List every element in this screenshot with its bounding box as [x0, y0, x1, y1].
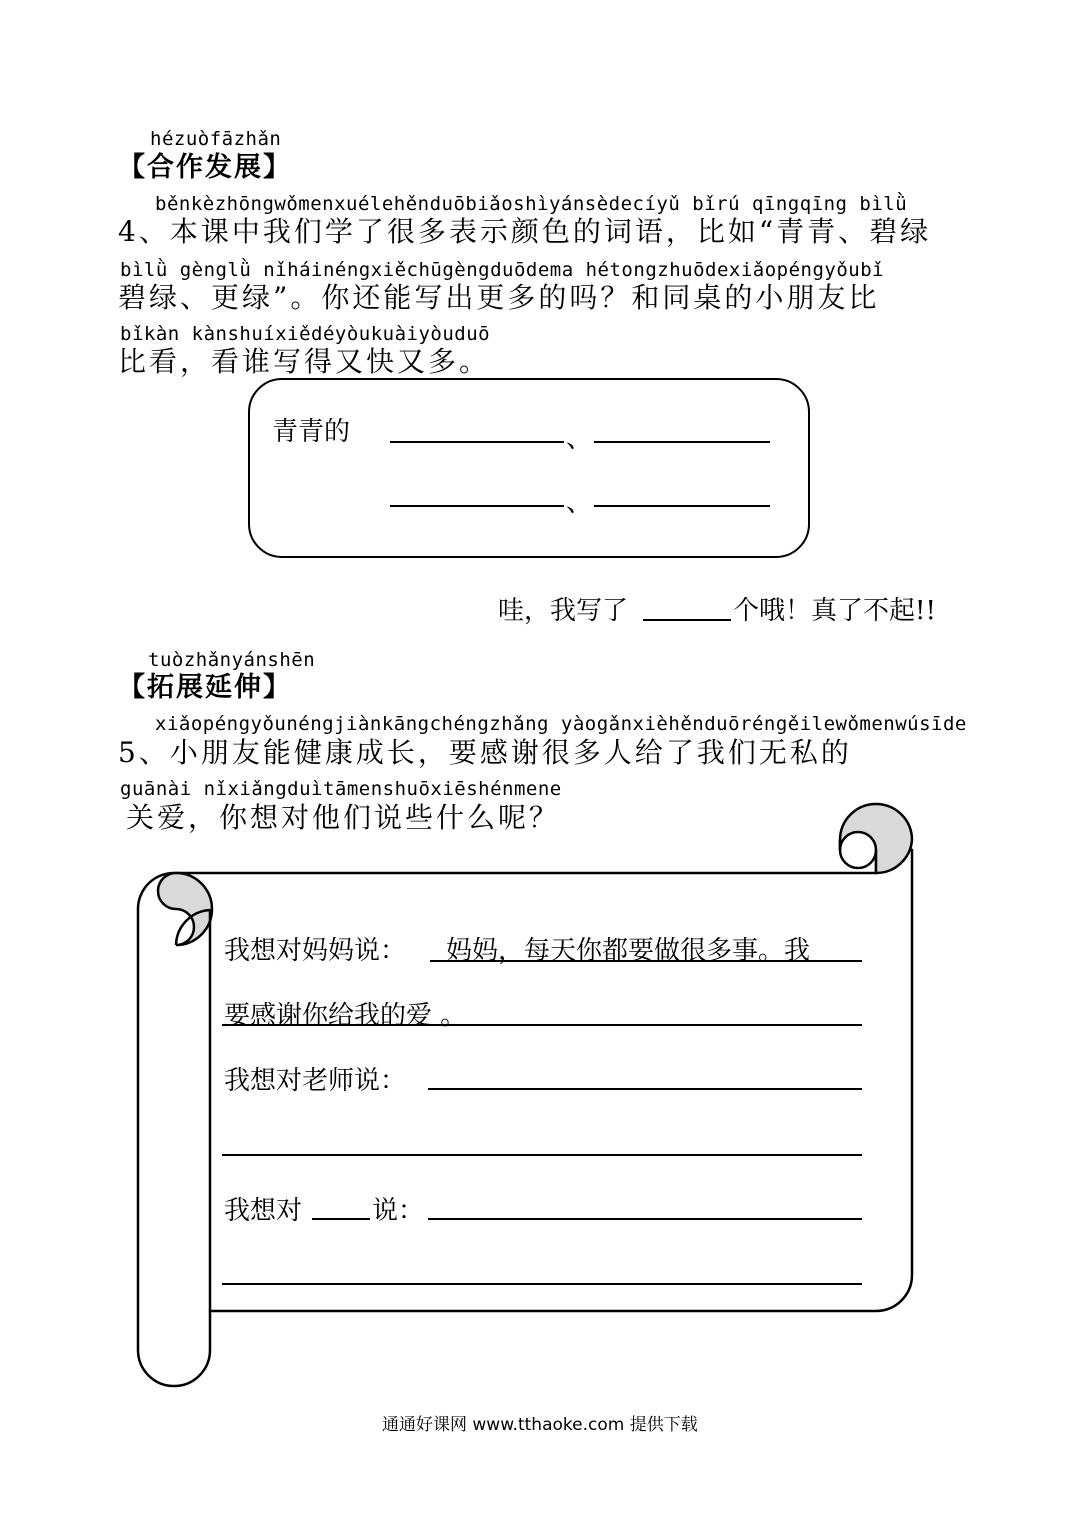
teacher-blank-2[interactable]: [222, 1154, 862, 1156]
count-prefix: 哇，我写了: [498, 596, 629, 626]
q4-text-line2: 碧绿、更绿”。你还能写出更多的吗？和同桌的小朋友比: [118, 281, 880, 314]
mom-label: 我想对妈妈说：: [224, 936, 407, 966]
teacher-label: 我想对老师说：: [224, 1066, 407, 1096]
section1-heading: 【合作发展】: [118, 152, 292, 183]
other-name-blank[interactable]: [312, 1218, 370, 1220]
other-blank-1[interactable]: [428, 1218, 862, 1220]
other-label-prefix: 我想对: [224, 1196, 303, 1226]
q4-pinyin-line2: bìlǜ gènglǜ nǐháinéngxiěchūgèngduōdema hétongzhuōdexiǎopéngyǒubǐ: [120, 259, 885, 281]
scroll-curl-left: [158, 873, 212, 945]
q4-pinyin-line1: běnkèzhōngwǒmenxuélehěnduōbiǎoshìyánsèdecíyǔ bǐrú qīngqīng bìlǜ: [155, 193, 908, 215]
q4-text-line1: 4、本课中我们学了很多表示颜色的词语，比如“青青、碧绿: [118, 215, 932, 248]
scroll-curl-top-right: [840, 804, 912, 873]
other-label-suffix: 说：: [372, 1196, 425, 1226]
q4-text-line3: 比看，看谁写得又快又多。: [118, 345, 491, 378]
section1-pinyin: hézuòfāzhǎn: [150, 128, 282, 150]
q5-text-line1: 5、小朋友能健康成长，要感谢很多人给了我们无私的: [118, 736, 852, 769]
answer-separator-2: 、: [566, 488, 593, 518]
answer-box-label: 青青的: [272, 417, 351, 447]
mom-blank-1[interactable]: [430, 960, 862, 962]
mom-answer-1: 妈妈，每天你都要做很多事。我: [446, 936, 811, 966]
q4-pinyin-line3: bǐkàn kànshuíxiědéyòukuàiyòuduō: [120, 323, 491, 345]
q5-pinyin-line2: guānài nǐxiǎngduìtāmenshuōxiēshénmene: [120, 778, 562, 800]
section2-heading: 【拓展延伸】: [118, 672, 292, 703]
count-suffix: 个哦！真了不起!!: [733, 596, 936, 626]
footer-text: 通通好课网 www.tthaoke.com 提供下载: [382, 1415, 698, 1435]
section2-pinyin: tuòzhǎnyánshēn: [148, 649, 316, 671]
answer-separator-1: 、: [566, 424, 593, 454]
mom-blank-2[interactable]: [222, 1024, 862, 1026]
q5-text-line2: 关爱，你想对他们说些什么呢？: [126, 801, 561, 834]
q5-pinyin-line1: xiǎopéngyǒunéngjiànkāngchéngzhǎng yàogǎnxièhěnduōréngěilewǒmenwúsīde: [155, 713, 967, 735]
teacher-blank-1[interactable]: [428, 1088, 862, 1090]
mom-answer-2: 要感谢你给我的爱 。: [224, 1001, 467, 1031]
other-blank-2[interactable]: [222, 1283, 862, 1285]
